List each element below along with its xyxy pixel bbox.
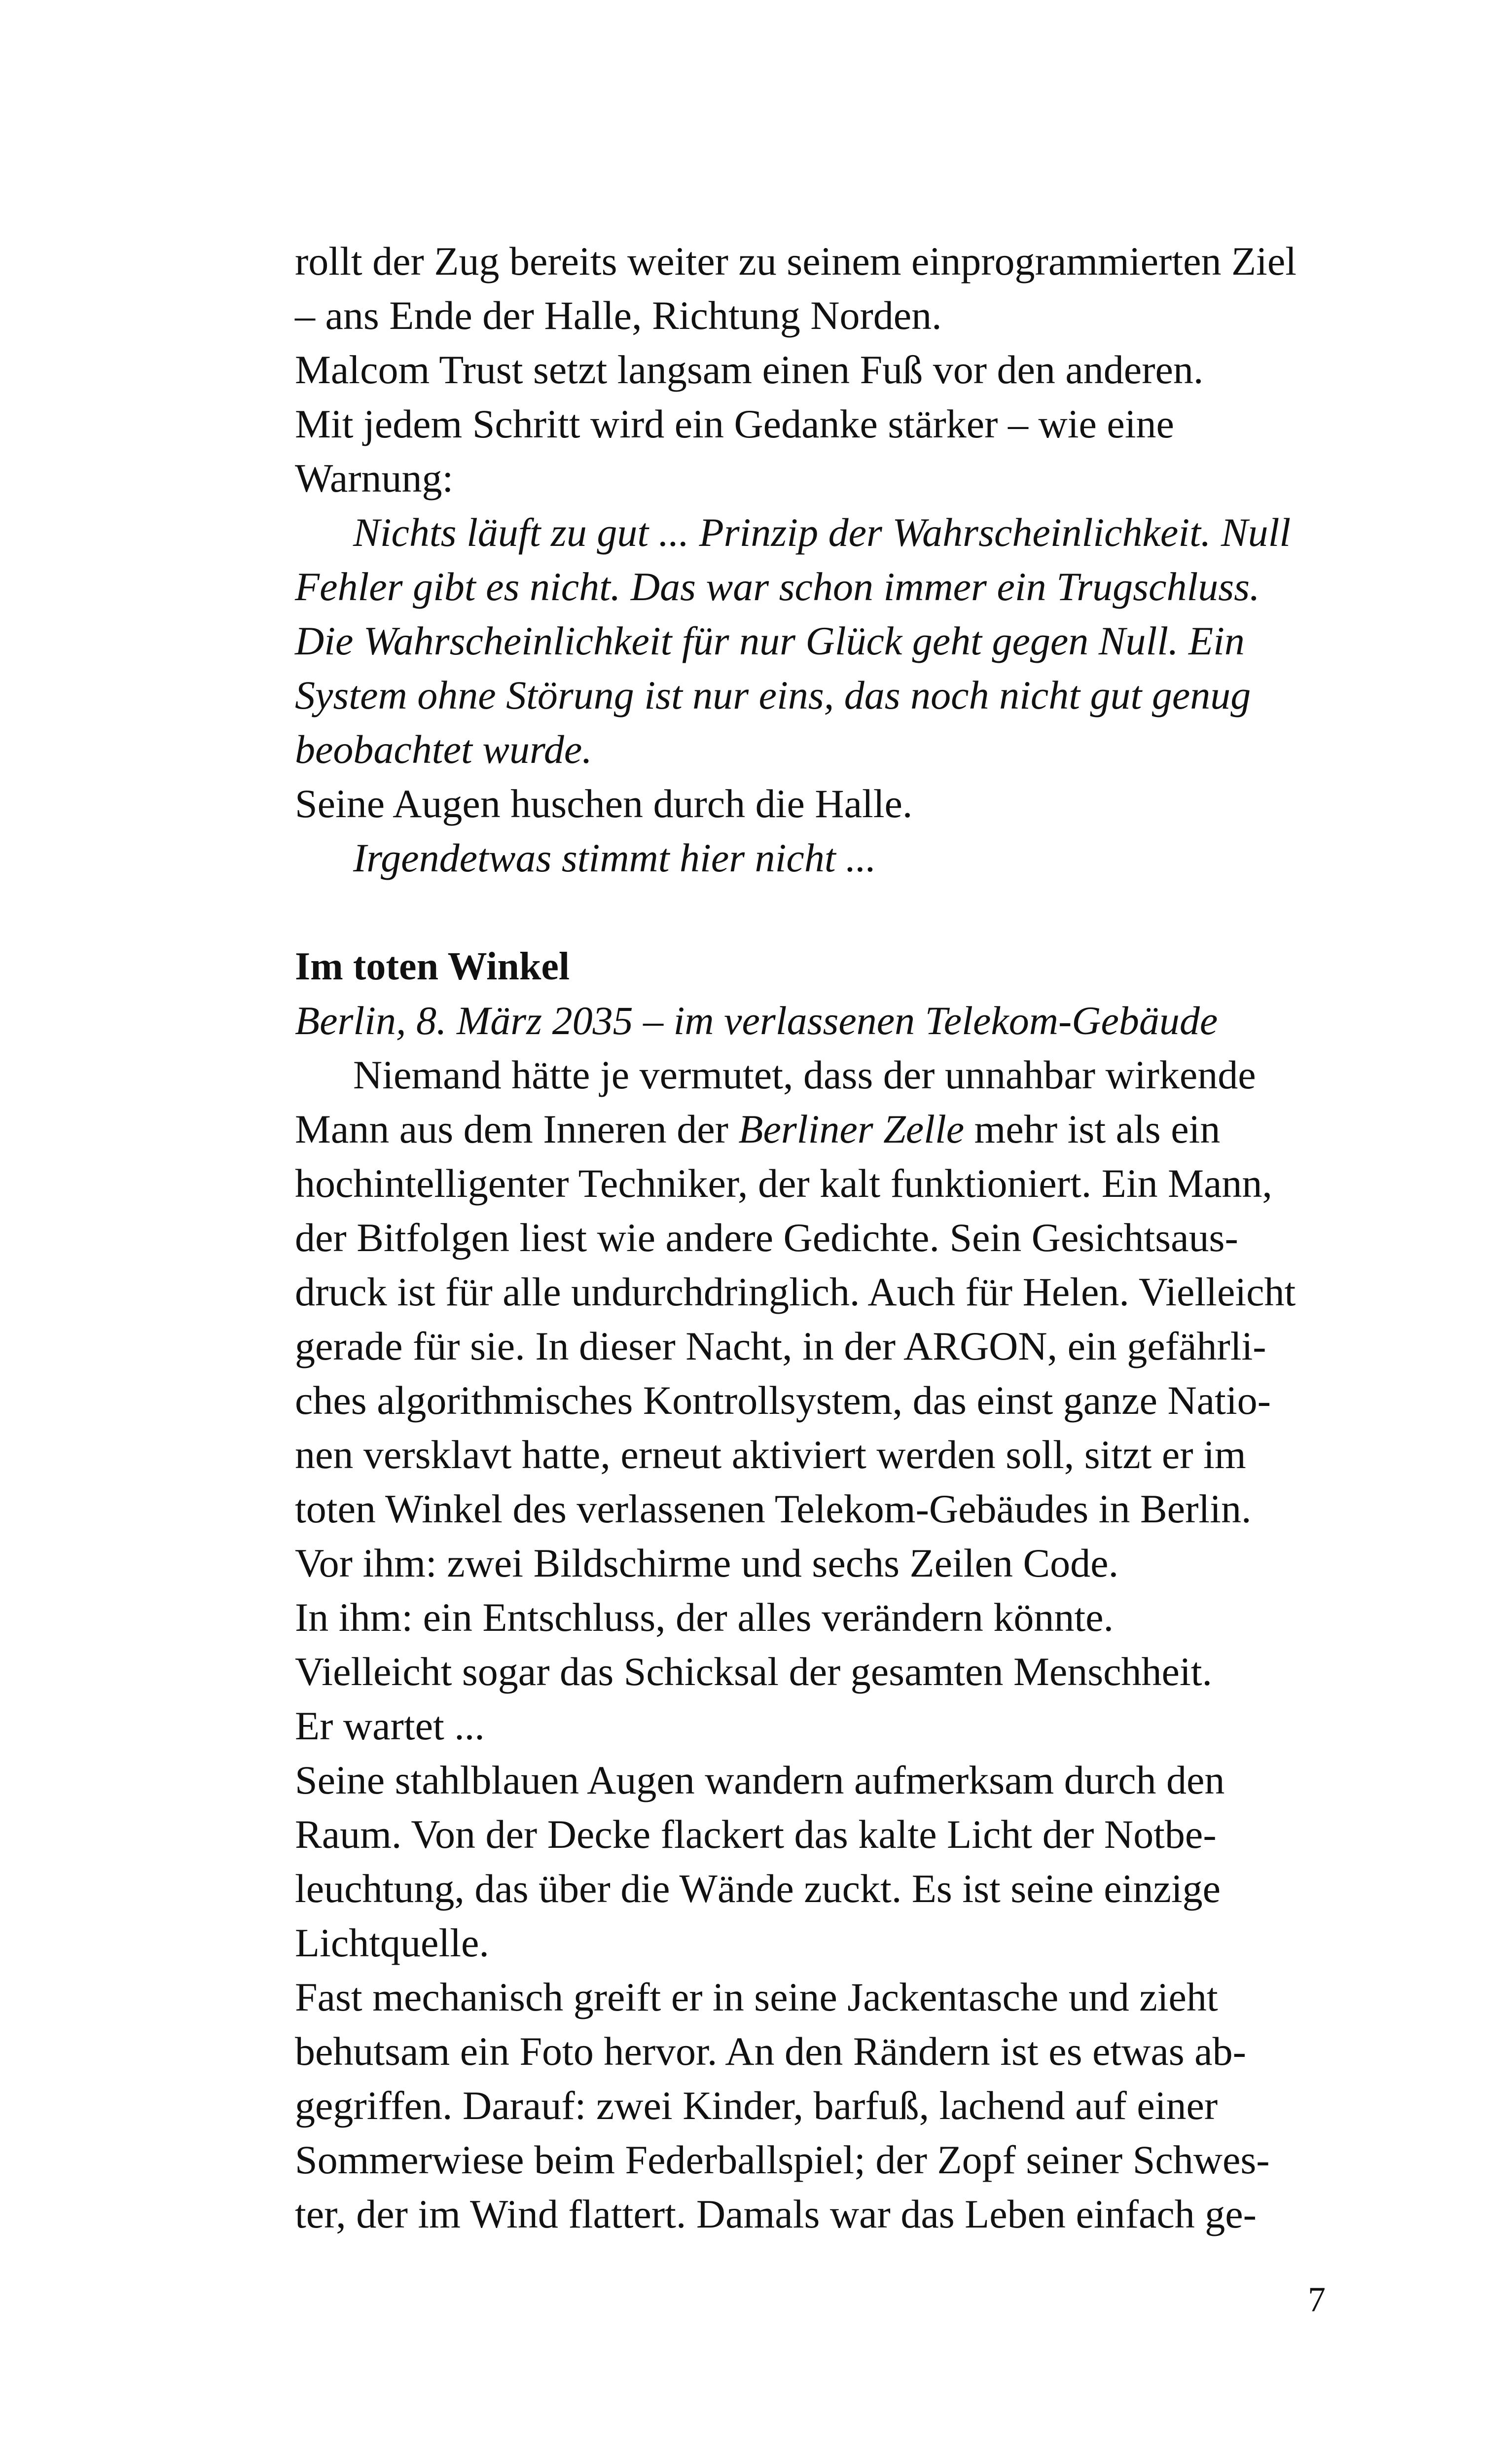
italic-thought-line: Die Wahrscheinlichkeit für nur Glück geht gegen Null. Ein bbox=[295, 618, 1245, 663]
body-line: Vielleicht sogar das Schicksal der gesamten Menschheit. bbox=[295, 1649, 1213, 1694]
body-line: leuchtung, das über die Wände zuckt. Es ist seine einzige bbox=[295, 1866, 1221, 1911]
body-line: gerade für sie. In dieser Nacht, in der ARGON, ein gefährli- bbox=[295, 1324, 1266, 1368]
body-line: In ihm: ein Entschluss, der alles verändern könnte. bbox=[295, 1595, 1114, 1640]
body-line: ter, der im Wind flattert. Damals war das Leben einfach ge- bbox=[295, 2192, 1257, 2236]
body-line: Mit jedem Schritt wird ein Gedanke stärker – wie eine bbox=[295, 401, 1174, 446]
body-line: der Bitfolgen liest wie andere Gedichte. Sein Gesichtsaus- bbox=[295, 1215, 1238, 1260]
emphasis-berliner-zelle: Berliner Zelle bbox=[738, 1107, 965, 1151]
body-line: Fast mechanisch greift er in seine Jackentasche und zieht bbox=[295, 1975, 1218, 2019]
page-number: 7 bbox=[1308, 2280, 1326, 2319]
line-prefix: Mann aus dem Inneren der bbox=[295, 1107, 739, 1151]
body-line: Seine stahlblauen Augen wandern aufmerksam durch den bbox=[295, 1758, 1225, 1802]
body-line: Lichtquelle. bbox=[295, 1920, 489, 1965]
italic-thought-line: beobachtet wurde. bbox=[295, 727, 592, 772]
body-line: ches algorithmisches Kontrollsystem, das einst ganze Natio- bbox=[295, 1378, 1271, 1423]
italic-thought-line: Nichts läuft zu gut ... Prinzip der Wahrscheinlichkeit. Null bbox=[353, 510, 1291, 555]
body-line: druck ist für alle undurchdringlich. Auch für Helen. Vielleicht bbox=[295, 1269, 1296, 1314]
body-line: Malcom Trust setzt langsam einen Fuß vor den anderen. bbox=[295, 347, 1204, 392]
body-line: Seine Augen huschen durch die Halle. bbox=[295, 781, 913, 826]
body-line: gegriffen. Darauf: zwei Kinder, barfuß, lachend auf einer bbox=[295, 2083, 1218, 2128]
body-line: Er wartet ... bbox=[295, 1703, 485, 1748]
body-line: Sommerwiese beim Federballspiel; der Zopf seiner Schwes- bbox=[295, 2137, 1270, 2182]
italic-thought-line: System ohne Störung ist nur eins, das noch nicht gut genug bbox=[295, 673, 1251, 718]
dateline: Berlin, 8. März 2035 – im verlassenen Telekom-Gebäude bbox=[295, 998, 1218, 1043]
paragraph-line-with-italic bbox=[295, 1102, 1220, 1156]
body-line: Vor ihm: zwei Bildschirme und sechs Zeilen Code. bbox=[295, 1541, 1119, 1585]
body-line: toten Winkel des verlassenen Telekom-Gebäudes in Berlin. bbox=[295, 1486, 1252, 1531]
body-line: – ans Ende der Halle, Richtung Norden. bbox=[295, 293, 942, 338]
paragraph-first-line: Niemand hätte je vermutet, dass der unnahbar wirkende bbox=[353, 1052, 1256, 1097]
body-line: Raum. Von der Decke flackert das kalte Licht der Notbe- bbox=[295, 1812, 1217, 1857]
italic-doubt-line: Irgendetwas stimmt hier nicht ... bbox=[353, 835, 876, 880]
body-line: hochintelligenter Techniker, der kalt funktioniert. Ein Mann, bbox=[295, 1161, 1272, 1206]
body-line: behutsam ein Foto hervor. An den Rändern ist es etwas ab- bbox=[295, 2029, 1246, 2074]
line-suffix: mehr ist als ein bbox=[964, 1107, 1221, 1151]
body-line: rollt der Zug bereits weiter zu seinem einprogrammierten Ziel bbox=[295, 239, 1297, 284]
body-line: nen versklavt hatte, erneut aktiviert werden soll, sitzt er im bbox=[295, 1432, 1246, 1477]
italic-thought-line: Fehler gibt es nicht. Das war schon immer ein Trugschluss. bbox=[295, 564, 1260, 609]
body-line: Warnung: bbox=[295, 456, 454, 501]
section-heading: Im toten Winkel bbox=[295, 945, 570, 988]
